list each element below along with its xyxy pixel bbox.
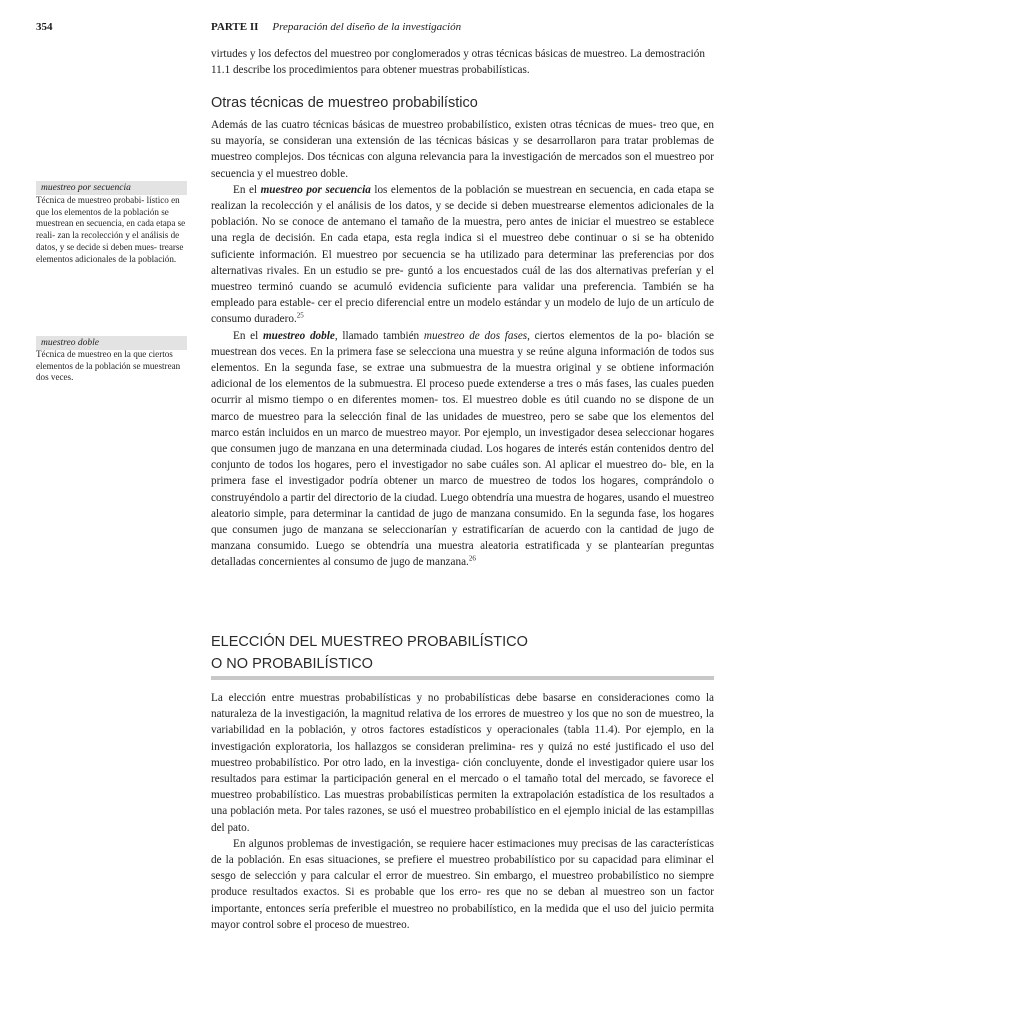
running-head <box>211 21 461 33</box>
running-head-title: Preparación del diseño de la investigación <box>272 21 462 33</box>
heading-line: ELECCIÓN DEL MUESTREO PROBABILÍSTICO <box>211 634 528 650</box>
text: los elementos de la población se muestrean en secuencia, en cada etapa se realizan la recolección y el análisis de los datos, y se decide si deben muestrearse elementos adicionales de la población. No se conoce de antemano el tamaño de la muestra, pero antes de iniciar el muestreo se establece una regla de decisión. En cada etapa, esta regla indica si el muestreo debe continuar o si se ha obtenido suficiente información. El muestreo por secuencia se ha utilizado para determinar las preferencias por dos alternativas rivales. En un estudio se pre- guntó a los encuestados cuál de las dos alternativas preferían y el muestreo terminó cuando se acumuló evidencia suficiente para validar una preferencia. También se ha empleado para estable- cer el precio diferencial entre un modelo estándar y un modelo de lujo de un artículo de consumo duradero. <box>211 183 714 326</box>
margin-term: muestreo por secuencia <box>36 181 187 195</box>
margin-definition: Técnica de muestreo probabi- lístico en que los elementos de la población se muestrean en secuencia, en cada etapa se reali- zan la recolección y el análisis de datos, y se decide si deben mues- trearse elementos adicionales de la población. <box>36 195 186 264</box>
continued-paragraph <box>211 46 714 78</box>
page-number: 354 <box>36 21 53 33</box>
running-head-part: PARTE II <box>211 21 259 33</box>
heading-line: O NO PROBABILÍSTICO <box>211 656 373 672</box>
margin-term: muestreo doble <box>36 336 187 350</box>
footnote-ref: 26 <box>468 554 476 563</box>
section-heading: Otras técnicas de muestreo probabilístico <box>211 95 478 111</box>
text: , llamado también <box>334 329 424 342</box>
key-term: muestreo por secuencia <box>260 183 371 196</box>
paragraph: Además de las cuatro técnicas básicas de muestreo probabilístico, existen otras técnicas de mues- treo que, en su mayoría, se consideran una extensión de las técnicas básicas y se desarrollaron para tratar problemas de muestreo complejos. Dos técnicas con alguna relevancia para la investigación de mercados son el muestreo por secuencia y el muestreo doble. <box>211 119 714 180</box>
text: , ciertos elementos de la po- blación se muestrean dos veces. En la primera fase se selecciona una muestra y se reúne alguna información de todos sus elementos. En la segunda fase, se extrae una submuestra de la muestra original y se obtiene información adicional de los elementos de la submuestra. El proceso puede extenderse a tres o más fases, las cuales pueden ocurrir al mismo tiempo o en diferentes momen- tos. El muestreo doble es útil cuando no se dispone de un marco de muestreo para la selección final de las unidades de muestreo, pero se sabe que los elementos del marco están incluidos en un marco de muestreo mayor. Por ejemplo, un investigador desea seleccionar hogares que consumen jugo de manzana en una determinada ciudad. Los hogares de interés están contenidos dentro del conjunto de todos los hogares, pero el investigador no sabe cuáles son. Al aplicar el muestreo do- ble, en la primera fase el investigador podría obtener un marco de muestreo de todos los hogares, comprándolo o construyéndolo a partir del directorio de la ciudad. Luego obtendría una muestra de hogares, usando el muestreo aleatorio simple, para determinar la cantidad de jugo de manzana consumido. En la segunda fase, los hogares que consumen jugo de manzana se seleccionarían y estratificarían de acuerdo con la cantidad de jugo de manzana consumido. Luego se obtendría una muestra aleatoria estratificada y se plantearían preguntas detalladas concernientes al consumo de jugo de manzana. <box>211 329 715 569</box>
paragraph: virtudes y los defectos del muestreo por conglomerados y otras técnicas básicas de muestreo. La demostración 11.1 describe los procedimientos para obtener muestras probabilísticas. <box>211 48 705 77</box>
text: En el <box>233 329 263 342</box>
margin-definition: Técnica de muestreo en la que ciertos elementos de la población se muestrean dos veces. <box>36 349 181 383</box>
text-block <box>211 117 714 571</box>
paragraph <box>211 328 714 571</box>
key-term: muestreo doble <box>262 329 335 342</box>
paragraph: En algunos problemas de investigación, se requiere hacer estimaciones muy precisas de las características de la población. En esas situaciones, se prefiere el muestreo probabilístico por su capacidad para eliminar el sesgo de selección y para calcular el error de muestreo. Sin embargo, el muestreo probabilístico no siempre produce resultados exactos. Si es probable que los erro- res que no se deban al muestreo son un factor importante, entonces sería preferible el muestreo no probabilístico, en la medida que el uso del juicio permita mayor control sobre el proceso de muestreo. <box>211 837 714 931</box>
paragraph: La elección entre muestras probabilísticas y no probabilísticas debe basarse en consideraciones como la naturaleza de la investigación, la magnitud relativa de los errores de muestreo y los que no son de muestreo, la variabilidad en la población, y otros factores estadísticos y operacionales (tabla 11.4). Por ejemplo, en la investigación exploratoria, los hallazgos se consideran prelimina- res y quizá no esté justificado el uso del muestreo probabilístico. Por otro lado, en la investiga- ción concluyente, donde el investigador quiere usar los resultados para estimar la participación general en el mercado o el tamaño total del mercado, se favorece el muestreo probabilístico. Las muestras probabilísticas permiten la extrapolación estadística de los resultados a una población meta. Por tales razones, se usó el muestreo probabilístico en el ejemplo inicial de las estampillas del pato. <box>211 692 714 834</box>
section-heading <box>211 631 528 675</box>
heading-rule <box>211 676 714 680</box>
text-block <box>211 690 714 933</box>
text: En el <box>233 183 261 196</box>
footnote-ref: 25 <box>296 311 304 320</box>
paragraph <box>211 182 714 328</box>
alt-term: muestreo de dos fases <box>423 329 528 342</box>
